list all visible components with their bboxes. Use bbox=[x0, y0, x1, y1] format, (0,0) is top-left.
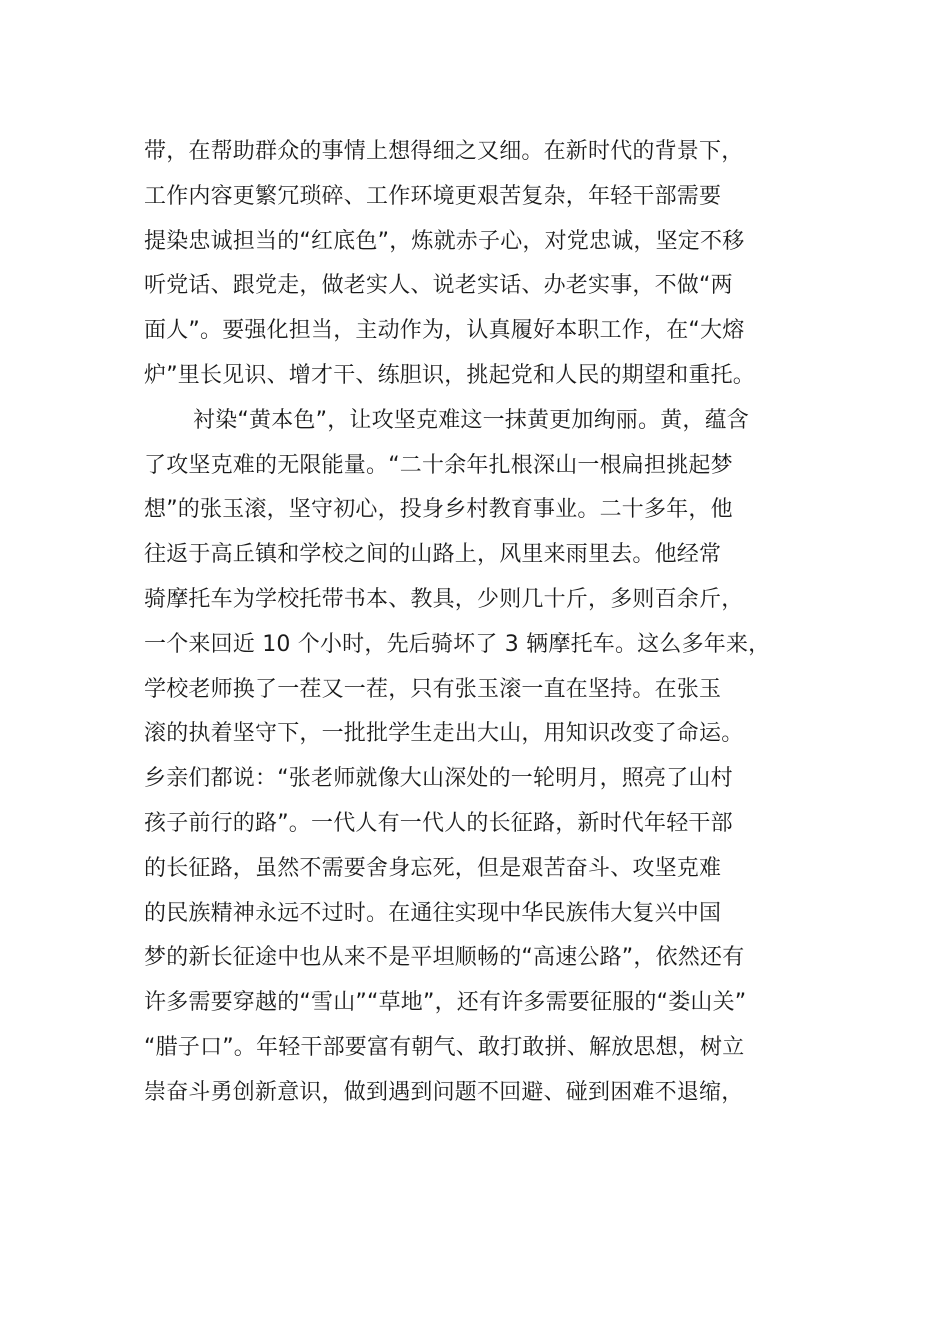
text-line: 孩子前行的路”。一代人有一代人的长征路，新时代年轻干部 bbox=[144, 810, 733, 836]
text-line: 面人”。要强化担当，主动作为，认真履好本职工作，在“大熔 bbox=[144, 318, 745, 344]
text-line: 崇奋斗勇创新意识，做到遇到问题不回避、碰到困难不退缩， bbox=[144, 1079, 744, 1105]
text-line: 许多需要穿越的“雪山”“草地”，还有许多需要征服的“娄山关” bbox=[144, 990, 747, 1016]
body-text bbox=[144, 130, 844, 1116]
text-line: 带，在帮助群众的事情上想得细之又细。在新时代的背景下， bbox=[144, 139, 744, 164]
text-line: 往返于高丘镇和学校之间的山路上，风里来雨里去。他经常 bbox=[144, 542, 722, 568]
text-line: “腊子口”。年轻干部要富有朝气、敢打敢拼、解放思想，树立 bbox=[144, 1034, 745, 1060]
text-line: 了攻坚克难的无限能量。“二十余年扎根深山一根扁担挑起梦 bbox=[144, 452, 733, 478]
text-line: 骑摩托车为学校托带书本、教具，少则几十斤，多则百余斤， bbox=[144, 586, 744, 612]
text-line: 听党话、跟党走，做老实人、说老实话、办老实事，不做“两 bbox=[144, 273, 733, 299]
text-line: 滚的执着坚守下，一批批学生走出大山，用知识改变了命运。 bbox=[144, 721, 744, 747]
text-line: 工作内容更繁冗琐碎、工作环境更艰苦复杂，年轻干部需要 bbox=[144, 183, 722, 209]
text-line: 炉”里长见识、增才干、练胆识，挑起党和人民的期望和重托。 bbox=[144, 362, 755, 388]
text-line: 想”的张玉滚，坚守初心，投身乡村教育事业。二十多年，他 bbox=[144, 497, 733, 523]
text-line: 学校老师换了一茬又一茬，只有张玉滚一直在坚持。在张玉 bbox=[144, 676, 722, 702]
paragraph-first-line: 衬染“黄本色”，让攻坚克难这一抹黄更加绚丽。黄，蕴含 bbox=[193, 407, 749, 433]
text-line: 乡亲们都说：“张老师就像大山深处的一轮明月，照亮了山村 bbox=[144, 766, 733, 792]
text-line: 的民族精神永远不过时。在通往实现中华民族伟大复兴中国 bbox=[144, 900, 722, 926]
text-line: 一个来回近 10 个小时，先后骑坏了 3 辆摩托车。这么多年来， bbox=[144, 631, 771, 657]
text-line: 的长征路，虽然不需要舍身忘死，但是艰苦奋斗、攻坚克难 bbox=[144, 855, 722, 881]
text-line: 提染忠诚担当的“红底色”，炼就赤子心，对党忠诚，坚定不移 bbox=[144, 228, 745, 254]
text-line: 梦的新长征途中也从来不是平坦顺畅的“高速公路”，依然还有 bbox=[144, 945, 745, 971]
